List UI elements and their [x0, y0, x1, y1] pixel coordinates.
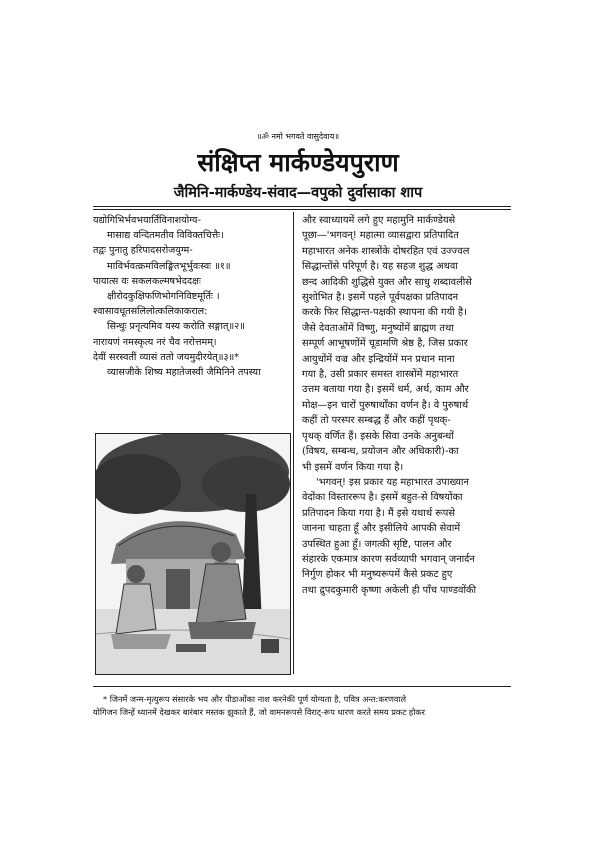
text-line: सिद्धान्तोंसे परिपूर्ण है। यह सहज शुद्ध अथवा [302, 261, 458, 273]
text-line: भी इसमें वर्णन किया गया है। [302, 461, 404, 473]
text-line: महाभारत अनेक शास्त्रोंके दोषरहित एवं उज्ज्वल [302, 245, 470, 257]
verse-line: नारायणं नमस्कृत्य नरं चैव नरोत्तमम्। [93, 336, 217, 348]
footnote-line: योगिजन जिन्हें ध्यानमें देखकर बारंबार मस्तक झुकाते हैं, जो वामनरूपसे विराट्-रूप धारण करते समय प्रकट होकर [93, 707, 426, 717]
verse-line: माविर्भवत्क्रमविलङ्घितभूर्भुवःस्वः ॥१॥ [107, 260, 231, 272]
top-rule-2 [93, 209, 511, 210]
text-line: (विषय, सम्बन्ध, प्रयोजन और अधिकारी)-का [302, 446, 459, 458]
text-line: जैसे देवताओंमें विष्णु, मनुष्योंमें ब्राह्मण तथा [302, 322, 454, 334]
text-line: और स्वाध्यायमें लगे हुए महामुनि मार्कण्डेयसे [302, 215, 456, 226]
text-line: सुशोभित है। इसमें पहले पूर्वपक्षका प्रतिपादन [302, 292, 459, 304]
text-line: जानना चाहता हूँ और इसीलिये आपकी सेवामें [302, 523, 461, 535]
verse-line: यद्योगिभिर्भवभयार्तिविनाशयोग्य- [93, 215, 201, 226]
chapter-subtitle: जैमिनि-मार्कण्डेय-संवाद—वपुको दुर्वासाका शाप [173, 185, 423, 201]
text-line: गया है, उसी प्रकार समस्त शास्त्रोंमें महाभारत [302, 369, 459, 381]
text-line: आयुधोंमें वज्र और इन्द्रियोंमें मन प्रधान माना [302, 353, 455, 365]
illustration-drawing [96, 434, 290, 674]
text-line: मोक्ष—इन चारों पुरुषार्थोंका वर्णन है। वे पुरुषार्थ [302, 399, 469, 411]
top-rule [93, 206, 511, 207]
page-title: संक्षिप्त मार्कण्डेयपुराण [197, 148, 399, 177]
text-line: उपस्थित हुआ हूँ। जगत्की सृष्टि, पालन और [302, 538, 452, 550]
text-line: उत्तम बताया गया है। इसमें धर्म, अर्थ, काम और [302, 384, 469, 396]
text-line: करके फिर सिद्धान्त-पक्षकी स्थापना की गयी है। [302, 307, 467, 319]
text-line: संहारके एकमात्र कारण सर्वव्यापी भगवान् जनार्दन [302, 553, 475, 565]
verse-line: मासाद्य वन्दितमतीव विविक्तचित्तैः। [107, 230, 224, 242]
text-line: प्रतिपादन किया गया है। मैं इसे यथार्थ रूपसे [302, 507, 455, 519]
footnote [93, 693, 511, 719]
text-line: कहीं तो परस्पर सम्बद्ध हैं और कहीं पृथक्- [302, 415, 451, 427]
verse-line: पायात्स वः सकलकल्मषभेददक्षः [93, 275, 201, 287]
illustration-sage-and-disciple [95, 433, 291, 675]
text-line: तथा द्रुपदकुमारी कृष्णा अकेली ही पाँच पाण्डवोंकी [302, 584, 477, 596]
text-line: सम्पूर्ण आभूषणोंमें चूडामणि श्रेष्ठ है, जिस प्रकार [302, 338, 468, 350]
right-column [302, 213, 512, 598]
verse-line: तद्वः पुनातु हरिपादसरोजयुग्म- [93, 245, 193, 257]
verse-line: श्वासावधूतसलिलोत्कलिकाकराल: [93, 306, 208, 318]
text-line: 'भगवन्! इस प्रकार यह महाभारत उपाख्यान [316, 476, 469, 488]
invocation: ॥ॐ नमो भगवते वासुदेवाय॥ [256, 132, 340, 141]
left-column [93, 213, 291, 380]
text-line: निर्गुण होकर भी मनुष्यरूपमें कैसे प्रकट हुए [302, 569, 453, 581]
footnote-line: * जिनमें जन्म-मृत्युरूप संसारके भय और पीडाओंका नाश करनेकी पूर्ण योग्यता है, पवित्र अन्त:करणवाले [103, 694, 407, 704]
text-line: छन्द आदिकी शुद्धिसे युक्त और साधु शब्दावलीसे [302, 276, 472, 288]
column-divider [293, 212, 294, 674]
text-line: वेदोंका विस्ताररूप है। इसमें बहुत-से विषयोंका [302, 492, 463, 504]
verse-line: सिन्धुः प्रनृत्यमिव यस्य करोति सङ्गात्॥२॥ [107, 321, 245, 333]
prose-line: व्यासजीके शिष्य महातेजस्वी जैमिनिने तपस्या [107, 367, 261, 379]
verse-line: देवीं सरस्वतीं व्यासं ततो जयमुदीरयेत्॥३॥* [93, 351, 240, 363]
verse-line: क्षीरोदकुक्षिफणिभोगनिविष्टमूर्तिः । [107, 291, 220, 303]
footnote-rule [93, 686, 511, 687]
text-line: पूछा—'भगवन्! महात्मा व्यासद्वारा प्रतिपादित [302, 230, 459, 242]
text-line: पृथक् वर्णित हैं। इसके सिवा उनके अनुबन्धों [302, 430, 454, 442]
